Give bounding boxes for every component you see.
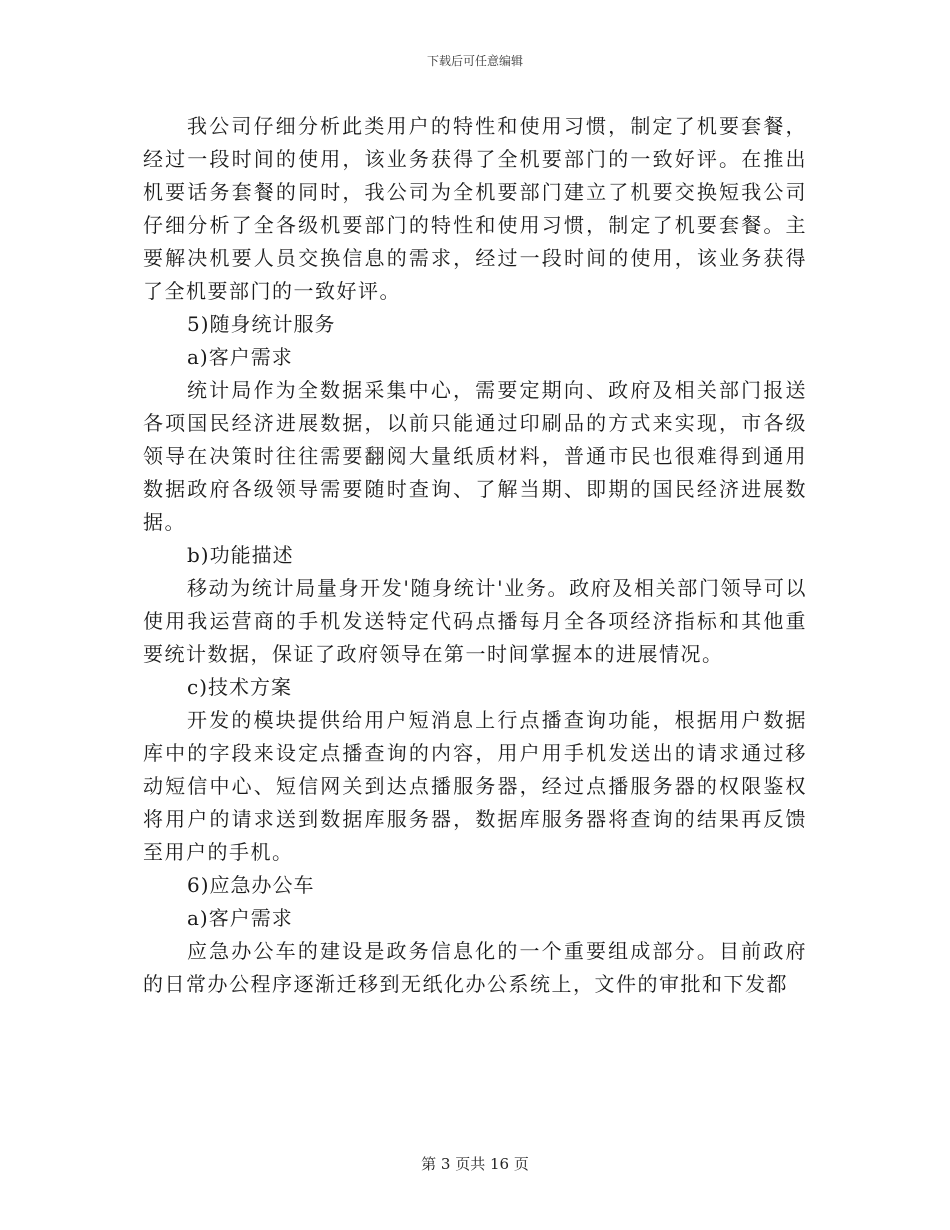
page-header: 下载后可任意编辑 — [426, 54, 523, 68]
paragraph-emergency-office: 应急办公车的建设是政务信息化的一个重要组成部分。目前政府的日常办公程序逐渐迁移到无纸化办公系统上，文件的审批和下发都 — [143, 939, 807, 996]
paragraph-function-description: 移动为统计局量身开发'随身统计'业务。政府及相关部门领导可以使用我运营商的手机发送特定代码点播每月全各项经济指标和其他重要统计数据，保证了政府领导在第一时间掌握本的进展情况。 — [143, 576, 807, 666]
paragraph-jiyao-package: 我公司仔细分析此类用户的特性和使用习惯，制定了机要套餐，经过一段时间的使用，该业务获得了全机要部门的一致好评。在推出机要话务套餐的同时，我公司为全机要部门建立了机要交换短我公司仔细分析了全各级机要部门的特性和使用习惯，制定了机要套餐。主要解决机要人员交换信息的需求，经过一段时间的使用，该业务获得了全机要部门的一致好评。 — [143, 114, 807, 303]
section-heading-6: 6)应急办公车 — [187, 873, 315, 897]
subheading-customer-needs: a)客户需求 — [187, 345, 293, 369]
document-body — [143, 110, 807, 1001]
subheading-technical-solution: c)技术方案 — [187, 675, 293, 699]
subheading-function-description: b)功能描述 — [187, 543, 294, 567]
paragraph-technical-solution: 开发的模块提供给用户短消息上行点播查询功能，根据用户数据库中的字段来设定点播查询的内容，用户用手机发送出的请求通过移动短信中心、短信网关到达点播服务器，经过点播服务器的权限鉴权将用户的请求送到数据库服务器，数据库服务器将查询的结果再反馈至用户的手机。 — [143, 708, 807, 864]
page-number-footer: 第 3 页共 16 页 — [421, 1155, 529, 1173]
paragraph-statistics-needs: 统计局作为全数据采集中心，需要定期向、政府及相关部门报送各项国民经济进展数据，以前只能通过印刷品的方式来实现，市各级领导在决策时往往需要翻阅大量纸质材料，普通市民也很难得到通用数据政府各级领导需要随时查询、了解当期、即期的国民经济进展数据。 — [143, 378, 807, 534]
subheading-customer-needs-2: a)客户需求 — [187, 906, 293, 930]
section-heading-5: 5)随身统计服务 — [187, 312, 336, 336]
